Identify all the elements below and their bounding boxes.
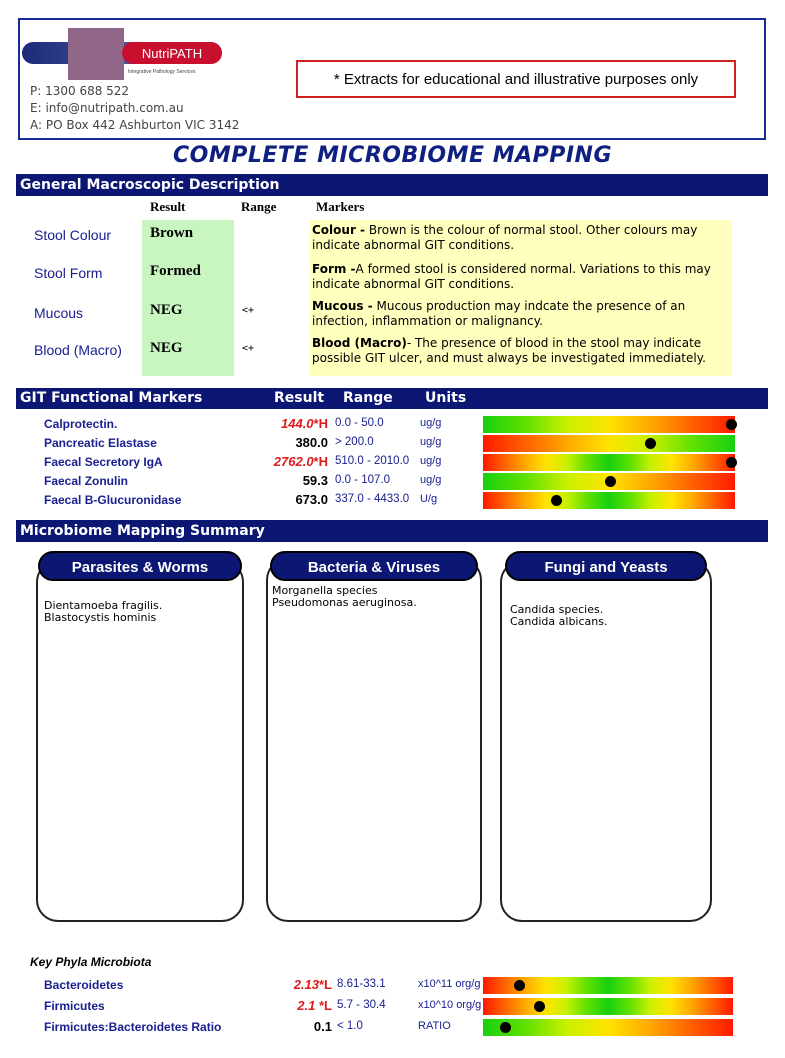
- units: x10^11 org/g: [418, 978, 481, 990]
- gradient-bar: [483, 492, 735, 509]
- fungi-list: [510, 604, 607, 628]
- units: x10^10 org/g: [418, 999, 482, 1011]
- result-number: 0.1: [313, 1019, 332, 1034]
- parasites-list: [44, 600, 162, 624]
- macro-range: <+: [242, 343, 255, 354]
- reference-range: 8.61-33.1: [337, 978, 386, 990]
- list-item: Dientamoeba fragilis.: [44, 599, 163, 612]
- result-number: 673.0: [295, 492, 328, 507]
- result-marker-dot: [726, 419, 737, 430]
- result-flag: *H: [313, 454, 328, 469]
- result-flag: *L: [319, 977, 332, 992]
- result-marker-dot: [500, 1022, 511, 1033]
- reference-range: 510.0 - 2010.0: [335, 455, 410, 467]
- contact-phone: P: 1300 688 522: [30, 84, 130, 98]
- reference-range: 0.0 - 50.0: [335, 417, 384, 429]
- macro-label: Stool Colour: [34, 227, 112, 243]
- result-value: [238, 473, 328, 488]
- macro-label: Blood (Macro): [34, 342, 122, 358]
- macro-result: NEG: [150, 340, 183, 356]
- bacteria-list: [272, 585, 417, 609]
- result-number: 2.13: [293, 977, 319, 992]
- gradient-bar: [483, 454, 735, 471]
- marker-name: Pancreatic Elastase: [44, 436, 157, 450]
- result-value: [238, 435, 328, 450]
- contact-address: A: PO Box 442 Ashburton VIC 3142: [30, 118, 240, 132]
- bacteria-title: Bacteria & Viruses: [270, 551, 478, 581]
- macro-description: [312, 299, 730, 329]
- reference-range: 5.7 - 30.4: [337, 999, 386, 1011]
- macro-result: NEG: [150, 302, 183, 318]
- gradient-bar: [483, 435, 735, 452]
- result-marker-dot: [534, 1001, 545, 1012]
- macro-description: [312, 223, 730, 253]
- macro-label: Mucous: [34, 305, 84, 321]
- section-header-macroscopic: General Macroscopic Description: [16, 174, 768, 196]
- parasites-title: Parasites & Worms: [38, 551, 242, 581]
- result-value: [252, 1019, 332, 1034]
- marker-name: Firmicutes:Bacteroidetes Ratio: [44, 1020, 222, 1034]
- macro-description: [312, 336, 730, 366]
- list-item: Candida albicans.: [510, 615, 608, 628]
- macro-col-result: Result: [150, 199, 186, 214]
- git-col-range: Range: [343, 390, 393, 406]
- units: ug/g: [420, 417, 442, 429]
- bacteria-box: [266, 558, 482, 922]
- gradient-bar: [483, 416, 735, 433]
- result-number: 380.0: [295, 435, 328, 450]
- macro-label: Stool Form: [34, 265, 103, 281]
- marker-name: Calprotectin.: [44, 417, 118, 431]
- git-col-result: Result: [274, 390, 325, 406]
- units: ug/g: [420, 455, 442, 467]
- reference-range: < 1.0: [337, 1020, 363, 1032]
- list-item: Morganella species: [272, 584, 378, 597]
- svg-text:Integrative Pathology Services: Integrative Pathology Services: [128, 69, 196, 75]
- list-item: Pseudomonas aeruginosa.: [272, 596, 417, 609]
- list-item: Blastocystis hominis: [44, 611, 157, 624]
- marker-name: Firmicutes: [44, 999, 105, 1013]
- result-number: 2.1: [297, 998, 316, 1013]
- macro-col-range: Range: [241, 199, 277, 214]
- units: ug/g: [420, 436, 442, 448]
- disclaimer-box: * Extracts for educational and illustrative purposes only: [296, 60, 736, 98]
- result-value: [238, 416, 328, 431]
- marker-name: Faecal B-Glucuronidase: [44, 493, 182, 507]
- result-value: [238, 492, 328, 507]
- marker-name: Faecal Secretory IgA: [44, 455, 163, 469]
- reference-range: 0.0 - 107.0: [335, 474, 390, 486]
- result-value: [252, 998, 332, 1013]
- marker-text: Mucous production may indcate the presence of an infection, inflammation or malignancy.: [312, 299, 686, 328]
- result-value: [252, 977, 332, 992]
- macro-col-markers: Markers: [316, 199, 365, 214]
- marker-text: A formed stool is considered normal. Variations to this may indicate abnormal GIT conditions.: [312, 262, 711, 291]
- result-number: 144.0: [281, 416, 314, 431]
- fungi-title: Fungi and Yeasts: [505, 551, 707, 581]
- result-value: [238, 454, 328, 469]
- result-flag: *H: [313, 416, 328, 431]
- units: RATIO: [418, 1020, 451, 1032]
- units: U/g: [420, 493, 438, 505]
- result-number: 59.3: [302, 473, 328, 488]
- page-title: COMPLETE MICROBIOME MAPPING: [172, 143, 613, 168]
- marker-name: Faecal Zonulin: [44, 474, 129, 488]
- section-header-summary: Microbiome Mapping Summary: [16, 520, 768, 542]
- git-heading: GIT Functional Markers: [20, 390, 203, 406]
- list-item: Candida species.: [510, 603, 604, 616]
- marker-name: Mucous -: [312, 299, 373, 313]
- marker-name: Blood (Macro): [312, 336, 407, 350]
- gradient-bar: [483, 998, 733, 1015]
- contact-email: E: info@nutripath.com.au: [30, 101, 184, 115]
- reference-range: > 200.0: [335, 436, 374, 448]
- units: ug/g: [420, 474, 442, 486]
- macro-result: Formed: [150, 263, 201, 279]
- svg-text:NutriPATH: NutriPATH: [141, 46, 203, 61]
- marker-name: Form -: [312, 262, 356, 276]
- gradient-bar: [483, 1019, 733, 1036]
- marker-text: Brown is the colour of normal stool. Other colours may indicate abnormal GIT conditions.: [312, 223, 698, 252]
- macro-result: Brown: [150, 225, 194, 241]
- reference-range: 337.0 - 4433.0: [335, 493, 410, 505]
- macro-range: <+: [242, 305, 255, 316]
- macro-description: [312, 262, 730, 292]
- result-marker-dot: [726, 457, 737, 468]
- result-flag: *L: [315, 998, 332, 1013]
- result-marker-dot: [645, 438, 656, 449]
- marker-name: Bacteroidetes: [44, 978, 124, 992]
- marker-text: - The presence of blood in the stool may indicate possible GIT ulcer, and must always be investigated immediately.: [312, 336, 706, 365]
- git-col-units: Units: [425, 390, 467, 406]
- phyla-heading: Key Phyla Microbiota: [30, 955, 152, 969]
- marker-name: Colour -: [312, 223, 366, 237]
- result-number: 2762.0: [273, 454, 314, 469]
- nutripath-logo: [22, 28, 232, 82]
